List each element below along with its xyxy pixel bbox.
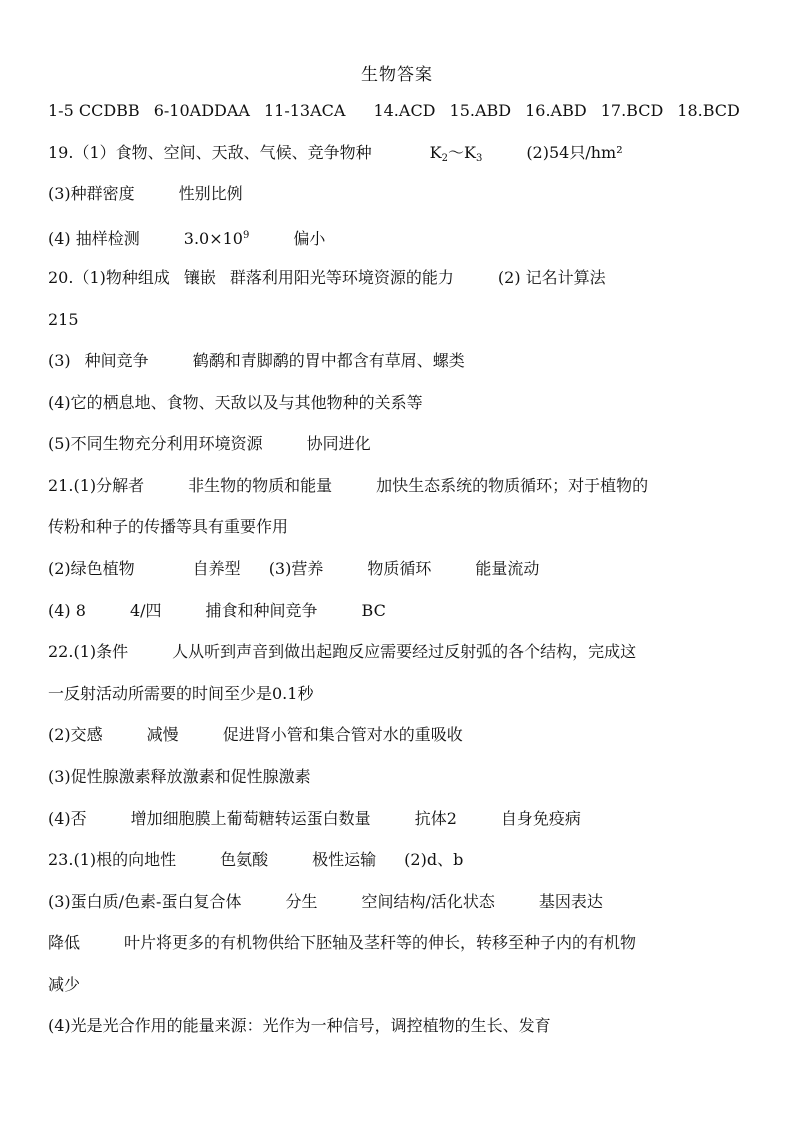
answer-line-2	[48, 142, 748, 170]
q22-1-b-cont: 一反射活动所需要的时间至少是0.1秒	[48, 684, 314, 703]
q21-4-d: BC	[361, 601, 386, 620]
q23-4: (4)光是光合作用的能量来源：光作为一种信号，调控植物的生长、发育	[48, 1016, 551, 1035]
answer-line-8	[48, 392, 748, 414]
answer-line-14	[48, 641, 748, 663]
q23-3-d: 基因表达	[538, 892, 603, 911]
q21-4-b: 4/四	[129, 601, 162, 620]
q21-2-b: 自养型	[192, 559, 241, 578]
q21-2-a: (2)绿色植物	[48, 559, 135, 578]
answer-line-6	[48, 309, 748, 331]
q20-2-a: (2) 记名计算法	[497, 268, 606, 287]
mc-17: 17.BCD	[600, 101, 664, 120]
answer-line-12	[48, 558, 748, 580]
q20-1-c: 群落利用阳光等环境资源的能力	[229, 268, 454, 287]
answer-line-5	[48, 267, 748, 289]
q20-3-a: 种间竞争	[84, 351, 149, 370]
q19-3-a: (3)种群密度	[48, 184, 135, 203]
k-sub-3: 3	[475, 153, 483, 164]
q21-3-a: (3)营养	[268, 559, 324, 578]
k-letter: K	[429, 143, 442, 162]
answer-line-17	[48, 766, 748, 788]
q21-1-b: 非生物的物质和能量	[188, 476, 333, 495]
q21-1-a: 21.(1)分解者	[48, 476, 145, 495]
mc-11-13: 11-13ACA	[263, 101, 346, 120]
q20-5-a: (5)不同生物充分利用环境资源	[48, 434, 263, 453]
q23-3-e: 降低	[48, 933, 81, 952]
q20-5-b: 协同进化	[306, 434, 371, 453]
q22-3: (3)促性腺激素释放激素和促性腺激素	[48, 767, 311, 786]
q23-1-c: 极性运输	[312, 850, 377, 869]
answer-line-19	[48, 849, 748, 871]
mc-14: 14.ACD	[373, 101, 436, 120]
q23-3-f: 叶片将更多的有机物供给下胚轴及茎秆等的伸长，转移至种子内的有机物	[124, 933, 637, 952]
q20-1-b: 镶嵌	[183, 268, 216, 287]
q23-3-b: 分生	[285, 892, 318, 911]
q20-3-label: (3)	[48, 351, 71, 370]
q19-1-text: 19.（1）食物、空间、天敌、气候、竞争物种	[48, 143, 372, 162]
q21-1-c-cont: 传粉和种子的传播等具有重要作用	[48, 517, 289, 536]
sci-exp: 9	[242, 230, 250, 241]
q21-1-c: 加快生态系统的物质循环；对于植物的	[376, 476, 649, 495]
q22-2-c: 促进肾小管和集合管对水的重吸收	[222, 725, 463, 744]
q19-k-range	[430, 143, 483, 162]
q22-1-a: 22.(1)条件	[48, 642, 129, 661]
q21-3-b: 物质循环	[367, 559, 432, 578]
mc-16: 16.ABD	[525, 101, 587, 120]
q23-1-a: 23.(1)根的向地性	[48, 850, 177, 869]
mc-18: 18.BCD	[677, 101, 740, 120]
answer-line-10	[48, 475, 748, 497]
q19-4-a: (4) 抽样检测	[48, 229, 140, 248]
q20-3-b: 鹤鹬和青脚鹬的胃中都含有草屑、螺类	[192, 351, 465, 370]
answer-line-3	[48, 183, 748, 205]
q19-2-text: (2)54只/hm²	[526, 143, 623, 162]
q19-4-c: 偏小	[293, 229, 326, 248]
q21-4-c: 捕食和种间竞争	[205, 601, 318, 620]
answer-line-16	[48, 724, 748, 746]
q23-3-a: (3)蛋白质/色素-蛋白复合体	[48, 892, 242, 911]
answer-line-23	[48, 1015, 748, 1037]
k-sub-2: 2	[441, 153, 448, 164]
k-tilde: ～K	[447, 143, 476, 162]
q23-2: (2)d、b	[404, 850, 464, 869]
q22-4-b: 增加细胞膜上葡萄糖转运蛋白数量	[130, 809, 371, 828]
answer-line-20	[48, 891, 748, 913]
q19-3-b: 性别比例	[178, 184, 243, 203]
answer-line-11	[48, 516, 748, 538]
q21-4-a: (4) 8	[48, 601, 86, 620]
q23-3-c: 空间结构/活化状态	[361, 892, 495, 911]
q23-1-b: 色氨酸	[220, 850, 269, 869]
q23-3-f-cont: 减少	[48, 975, 81, 994]
answer-line-13	[48, 600, 748, 622]
page-title: 生物答案	[361, 65, 433, 85]
answer-line-18	[48, 808, 748, 830]
sci-base: 3.0×10	[183, 229, 243, 248]
q22-2-b: 减慢	[146, 725, 179, 744]
q22-4-d: 自身免疫病	[500, 809, 581, 828]
q22-1-b: 人从听到声音到做出起跑反应需要经过反射弧的各个结构，完成这	[172, 642, 637, 661]
answer-line-22	[48, 974, 748, 996]
q21-3-c: 能量流动	[475, 559, 540, 578]
q22-4-a: (4)否	[48, 809, 87, 828]
answer-line-9	[48, 433, 748, 455]
q22-2-a: (2)交感	[48, 725, 103, 744]
mc-1-5: 1-5 CCDBB	[48, 101, 140, 120]
answer-line-21	[48, 932, 748, 954]
q22-4-c: 抗体2	[414, 809, 457, 828]
answer-line-1	[48, 100, 748, 122]
q20-1-a: 20.（1)物种组成	[48, 268, 170, 287]
mc-6-10: 6-10ADDAA	[153, 101, 250, 120]
q20-2-b: 215	[48, 310, 79, 329]
mc-15: 15.ABD	[449, 101, 512, 120]
answer-line-7	[48, 350, 748, 372]
q20-4: (4)它的栖息地、食物、天敌以及与其他物种的关系等	[48, 393, 423, 412]
q19-4-b	[184, 229, 250, 248]
answer-line-15	[48, 683, 748, 705]
answer-line-4	[48, 225, 748, 250]
